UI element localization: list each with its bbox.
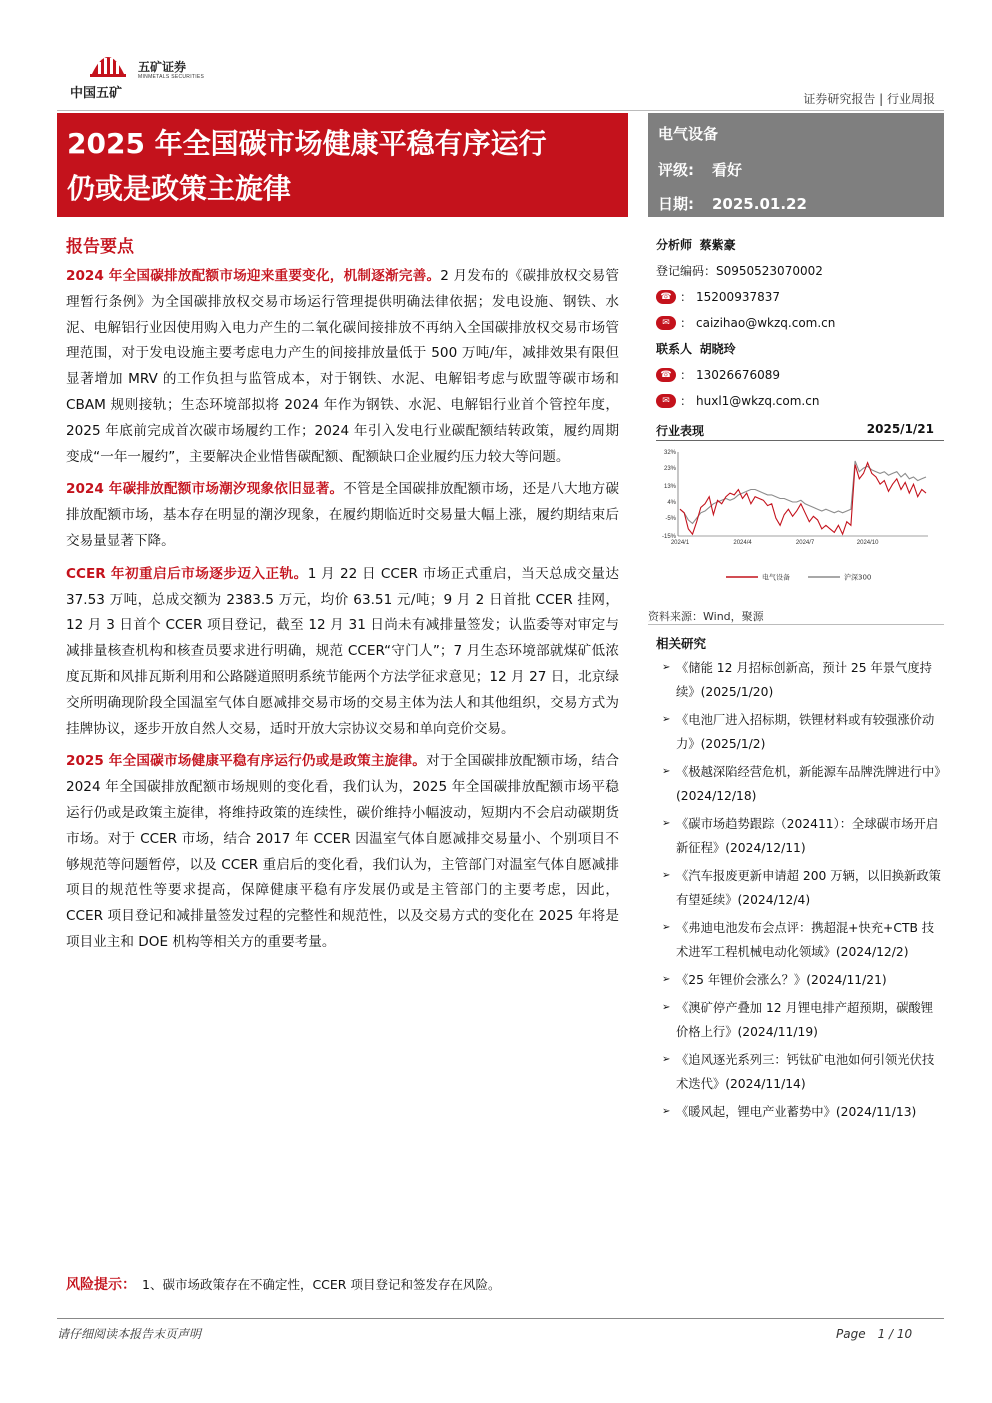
- paragraph: [66, 749, 619, 955]
- arrow-bullet-icon: ➢: [662, 1002, 671, 1013]
- colon: ：: [680, 316, 693, 330]
- footer-divider: [57, 1318, 944, 1319]
- rating-label: 评级:: [658, 161, 694, 179]
- arrow-bullet-icon: ➢: [662, 1106, 671, 1117]
- related-item[interactable]: [662, 760, 942, 808]
- performance-divider: [656, 440, 944, 441]
- related-item[interactable]: [662, 864, 942, 912]
- related-item[interactable]: [662, 708, 942, 756]
- related-item-text: 《暖风起，锂电产业蓄势中》(2024/11/13): [676, 1105, 917, 1119]
- x-tick-label: 2024/10: [856, 540, 879, 546]
- minmetals-logo-icon: [86, 44, 130, 80]
- x-tick-label: 2024/4: [733, 540, 752, 546]
- related-item[interactable]: [662, 656, 942, 704]
- y-tick-label: -15%: [661, 534, 676, 540]
- arrow-bullet-icon: ➢: [662, 974, 671, 985]
- paragraph-lead: 2024 年全国碳排放配额市场迎来重要变化，机制逐渐完善。: [66, 268, 441, 284]
- analyst-panel: [656, 232, 944, 414]
- colon: ：: [680, 394, 693, 408]
- performance-header: [656, 422, 934, 439]
- related-item[interactable]: [662, 1048, 942, 1096]
- related-item-text: 《汽车报废更新申请超 200 万辆，以旧换新政策有望延续》(2024/12/4): [676, 869, 941, 907]
- analyst-row: [656, 232, 944, 258]
- contact-title: 联系人: [656, 342, 693, 356]
- paragraph: [66, 562, 619, 743]
- email-icon: ✉: [656, 394, 676, 408]
- arrow-bullet-icon: ➢: [662, 714, 671, 725]
- brand-name: 五矿证券: [138, 60, 187, 74]
- performance-date: 2025/1/21: [866, 422, 934, 436]
- related-item[interactable]: [662, 1100, 942, 1124]
- x-tick-label: 2024/1: [670, 540, 690, 546]
- date-value: 2025.01.22: [712, 195, 807, 213]
- chart-source: 资料来源：Wind，聚源: [648, 610, 764, 623]
- industry-label: 电气设备: [658, 125, 719, 143]
- analyst-phone-row: [656, 284, 944, 310]
- related-item-text: 《储能 12 月招标创新高，预计 25 年景气度持续》(2025/1/20): [676, 661, 932, 699]
- analyst-phone: 15200937837: [696, 290, 780, 304]
- source-divider: [648, 624, 944, 625]
- colon: ：: [680, 368, 693, 382]
- arrow-bullet-icon: ➢: [662, 870, 671, 881]
- rating-value: 看好: [712, 161, 743, 179]
- colon: ：: [680, 290, 693, 304]
- paragraph-body: 2 月发布的《碳排放权交易管理暂行条例》为全国碳排放权交易市场运行管理提供明确法律依据；发电设施、钢铁、水泥、电解铝行业因使用购入电力产生的二氧化碳间接排放不再纳入全国碳排放权交易市场管理范围，对于发电设施主要考虑电力产生的间接排放量低于 500 万吨/年，减排效果有限但显著增加 MRV 的工作负担与监管成本，对于钢铁、水泥、电解铝考虑与欧盟等碳市场和 CBAM 规则接轨；生态环境部拟将 2024 年作为钢铁、水泥、电解铝行业首个管控年度，2025 年底前完成首次碳市场履约工作；2024 年引入发电行业碳配额结转政策，履约周期变成“一年一履约”，主要解决企业惜售碳配额、配额缺口企业履约压力较大等问题。: [66, 268, 619, 465]
- contact-email[interactable]: huxl1@wkzq.com.cn: [696, 394, 820, 408]
- analyst-reg: 登记编码：S0950523070002: [656, 264, 823, 278]
- industry-performance-chart: [656, 444, 944, 594]
- series-line: [680, 461, 926, 524]
- y-tick-label: 4%: [667, 500, 676, 507]
- analyst-email-row: [656, 310, 944, 336]
- rating-panel: [648, 113, 944, 217]
- paragraph-lead: CCER 年初重启后市场逐步迈入正轨。: [66, 565, 308, 582]
- related-research-list: [662, 656, 942, 1128]
- related-item[interactable]: [662, 996, 942, 1044]
- paragraph: [66, 264, 619, 470]
- brand-name-en: MINMETALS SECURITIES: [138, 74, 205, 80]
- analyst-title: 分析师: [656, 238, 693, 252]
- related-item-text: 《弗迪电池发布会点评：携超混+快充+CTB 技术进军工程机械电动化领域》(2024/12/2): [676, 921, 935, 959]
- phone-icon: ☎: [656, 290, 676, 304]
- risk-label: 风险提示：: [66, 1277, 136, 1293]
- contact-phone: 13026676089: [696, 368, 780, 382]
- paragraph-body: 不管是全国碳排放配额市场，还是八大地方碳排放配额市场，基本存在明显的潮汐现象，在履约期临近时交易量大幅上涨，履约期结束后交易量显著下降。: [66, 481, 619, 549]
- related-item[interactable]: [662, 968, 942, 992]
- paragraph-lead: 2025 年全国碳市场健康平稳有序运行仍或是政策主旋律。: [66, 753, 427, 770]
- related-item[interactable]: [662, 812, 942, 860]
- phone-icon: ☎: [656, 368, 676, 382]
- paragraph-body: 对于全国碳排放配额市场，结合 2024 年全国碳排放配额市场规则的变化看，我们认为，2025 年全国碳排放配额市场平稳运行仍或是政策主旋律，将维持政策的连续性，碳价维持小幅波动，短期内不会启动碳期货市场。对于 CCER 市场，结合 2017 年 CCER 因温室气体自愿减排交易量小、个别项目不够规范等问题暂停，以及 CCER 重启后的变化看，我们认为，主管部门对温室气体自愿减排项目的规范性等要求提高，保障健康平稳有序发展仍或是主管部门的主要考虑，因此，CCER 项目登记和减排量签发过程的完整性和规范性，以及交易方式的变化在 2025 年将是项目业主和 DOE 机构等相关方的重要考量。: [66, 753, 619, 950]
- related-research-title: 相关研究: [656, 636, 707, 651]
- series-line: [680, 463, 926, 535]
- contact-phone-row: [656, 362, 944, 388]
- paragraph: [66, 477, 619, 554]
- analyst-name: 蔡紫豪: [699, 238, 736, 252]
- performance-title: 行业表现: [656, 424, 705, 438]
- arrow-bullet-icon: ➢: [662, 766, 671, 777]
- date-row: [658, 193, 807, 214]
- related-item-text: 《碳市场趋势跟踪（202411）：全球碳市场开启新征程》(2024/12/11): [676, 817, 939, 855]
- risk-warning: [66, 1274, 500, 1294]
- arrow-bullet-icon: ➢: [662, 922, 671, 933]
- contact-row: [656, 336, 944, 362]
- contact-email-row: [656, 388, 944, 414]
- arrow-bullet-icon: ➢: [662, 1054, 671, 1065]
- page-number: Page 1 / 10: [836, 1327, 913, 1341]
- header-divider: [57, 110, 944, 111]
- report-title-banner: [57, 113, 628, 217]
- company-logo: [66, 40, 216, 101]
- report-title-line2: 仍或是政策主旋律: [67, 172, 292, 205]
- arrow-bullet-icon: ➢: [662, 818, 671, 829]
- section-title: 报告要点: [66, 237, 134, 257]
- related-item-text: 《极越深陷经营危机，新能源车品牌洗牌进行中》(2024/12/18): [676, 765, 941, 803]
- footer-disclaimer: 请仔细阅读本报告末页声明: [57, 1327, 202, 1341]
- report-title-line1: 2025 年全国碳市场健康平稳有序运行: [67, 127, 547, 160]
- related-item-text: 《澳矿停产叠加 12 月锂电排产超预期，碳酸锂价格上行》(2024/11/19): [676, 1001, 934, 1039]
- y-tick-label: -5%: [665, 516, 676, 523]
- date-label: 日期:: [658, 195, 694, 213]
- legend-label: 沪深300: [844, 573, 872, 582]
- y-tick-label: 13%: [663, 483, 676, 490]
- risk-text: 1、碳市场政策存在不确定性，CCER 项目登记和签发存在风险。: [142, 1277, 501, 1292]
- legend-label: 电气设备: [762, 573, 790, 582]
- logo-text-cn: 中国五矿: [70, 86, 123, 101]
- contact-name: 胡晓玲: [699, 342, 736, 356]
- email-icon: ✉: [656, 316, 676, 330]
- report-body: [66, 264, 619, 963]
- rating-row: [658, 159, 742, 180]
- related-item-text: 《电池厂进入招标期，铁锂材料或有较强涨价动力》(2025/1/2): [676, 713, 935, 751]
- related-item-text: 《25 年锂价会涨么？》(2024/11/21): [676, 973, 887, 987]
- related-item-text: 《追风逐光系列三：钙钛矿电池如何引领光伏技术迭代》(2024/11/14): [676, 1053, 935, 1091]
- paragraph-body: 1 月 22 日 CCER 市场正式重启，当天总成交量达 37.53 万吨，总成交额为 2383.5 万元，均价 63.51 元/吨；9 月 2 日首批 CCER 挂网，12 月 3 日首个 CCER 项目登记，截至 12 月 31 日尚未有减排量签发；认监委等对审定与减排量核查机构和核查员要求进行明确，规范 CCER“守门人”；7 月生态环境部就煤矿低浓度瓦斯和风排瓦斯利用和公路隧道照明系统节能两个方法学征求意见；12 月 27 日，北京绿交所明确现阶段全国温室气体自愿减排交易市场的交易主体为法人和其他组织，交易方式为挂牌协议，逐步开放自然人交易，适时开放大宗协议交易和单向竞价交易。: [66, 565, 619, 737]
- y-tick-label: 23%: [663, 466, 676, 473]
- analyst-email[interactable]: caizihao@wkzq.com.cn: [696, 316, 836, 330]
- paragraph-lead: 2024 年碳排放配额市场潮汐现象依旧显著。: [66, 481, 344, 498]
- x-tick-label: 2024/7: [795, 540, 815, 546]
- document-type: 证券研究报告 | 行业周报: [803, 92, 935, 106]
- y-tick-label: 32%: [663, 450, 676, 456]
- arrow-bullet-icon: ➢: [662, 662, 671, 673]
- related-item[interactable]: [662, 916, 942, 964]
